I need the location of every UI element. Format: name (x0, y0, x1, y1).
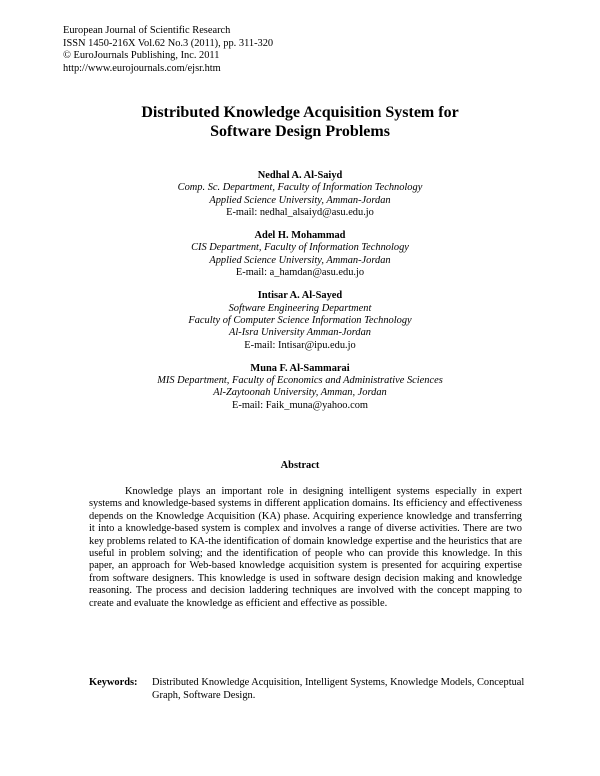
author-email: E-mail: Intisar@ipu.edu.jo (244, 339, 356, 351)
author-block (0, 290, 600, 351)
author-name: Intisar A. Al-Sayed (257, 290, 343, 302)
journal-header (63, 25, 273, 75)
abstract-heading: Abstract (280, 460, 320, 471)
author-affiliation: Al-Zaytoonah University, Amman, Jordan (213, 387, 387, 399)
author-name: Nedhal A. Al-Saiyd (257, 170, 343, 181)
author-email: E-mail: nedhal_alsaiyd@asu.edu.jo (226, 206, 374, 218)
author-block (0, 230, 600, 279)
author-email: E-mail: a_hamdan@asu.edu.jo (235, 267, 365, 279)
keywords-text: Distributed Knowledge Acquisition, Intelligent Systems, Knowledge Models, Conceptual Graph, Software Design. (152, 677, 525, 701)
author-affiliation: Faculty of Computer Science Information Technology (188, 314, 412, 326)
journal-issn: ISSN 1450-216X Vol.62 No.3 (2011), pp. 311-320 (63, 37, 274, 49)
author-list (0, 170, 600, 423)
author-email: E-mail: Faik_muna@yahoo.com (232, 399, 368, 411)
author-affiliation: Applied Science University, Amman-Jordan (209, 254, 391, 266)
author-affiliation: Comp. Sc. Department, Faculty of Information Technology (177, 182, 423, 194)
keywords-section (89, 677, 529, 702)
journal-url[interactable]: http://www.eurojournals.com/ejsr.htm (63, 62, 221, 74)
paper-title (0, 103, 600, 141)
author-affiliation: Software Engineering Department (228, 302, 372, 314)
journal-publisher: © EuroJournals Publishing, Inc. 2011 (63, 50, 220, 62)
author-block (0, 170, 600, 219)
keywords-label: Keywords: (89, 677, 138, 688)
author-block (0, 363, 600, 412)
author-affiliation: Al-Isra University Amman-Jordan (229, 327, 371, 339)
journal-name: European Journal of Scientific Research (63, 25, 231, 36)
title-line-2: Software Design Problems (210, 123, 390, 140)
author-name: Muna F. Al-Sammarai (250, 362, 350, 374)
abstract-text: Knowledge plays an important role in designing intelligent systems especially in expert systems and knowledge-based systems in different application domains. Its efficiency and effectiveness depends on the Knowledge Acquisition (KA) phase. Acquiring experience knowledge and transferring it into a knowledge-based system is complex and involves a range of diverse activities. There are two key problems related to KA-the identification of domain knowledge expertise and the heuristics that are useful in problem solving; and the identification of people who can provide this knowledge. In this paper, an approach for Web-based knowledge acquisition system is presented for acquiring expertise from software designers. This knowledge is used in software design decision making and knowledge reasoning. The process and decision laddering techniques are involved with the concept mapping to create and evaluate the knowledge as efficient and effective as possible. (89, 486, 522, 609)
author-affiliation: MIS Department, Faculty of Economics and Administrative Sciences (157, 375, 443, 387)
title-line-1: Distributed Knowledge Acquisition System for (141, 104, 459, 121)
author-affiliation: Applied Science University, Amman-Jordan (209, 194, 391, 206)
author-name: Adel H. Mohammad (254, 230, 346, 242)
author-affiliation: CIS Department, Faculty of Information Technology (191, 242, 409, 254)
